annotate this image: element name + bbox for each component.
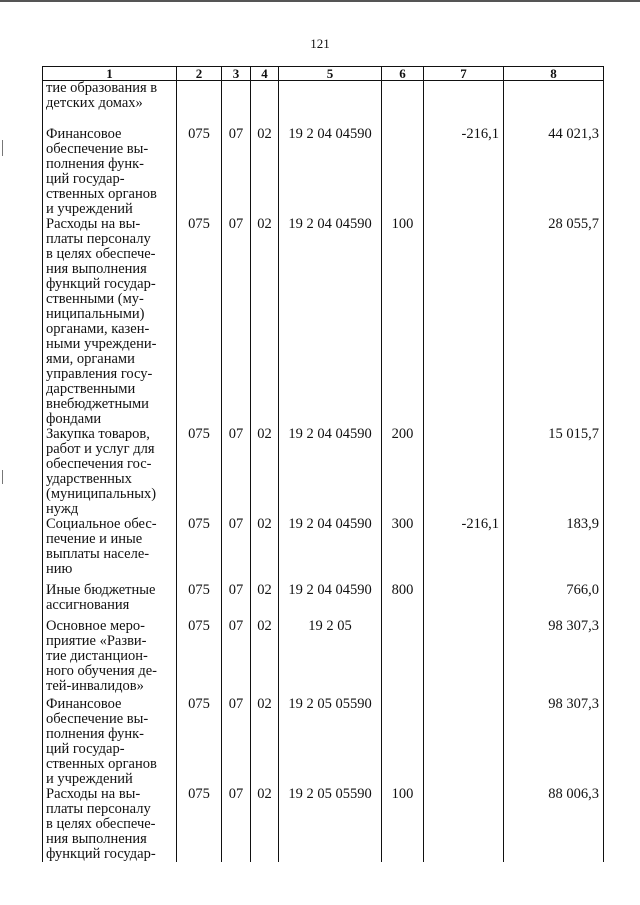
section-code: 07 <box>222 619 251 697</box>
subsection-code: 02 <box>251 427 279 517</box>
amount-total <box>504 81 604 127</box>
column-header: 8 <box>504 67 604 81</box>
ministry-code: 075 <box>177 619 222 697</box>
expense-type-code: 100 <box>382 787 424 862</box>
ministry-code: 075 <box>177 517 222 583</box>
subsection-code: 02 <box>251 127 279 217</box>
scan-margin-mark <box>2 470 3 484</box>
ministry-code: 075 <box>177 697 222 787</box>
section-code: 07 <box>222 427 251 517</box>
row-description: Финансовое обеспечение вы- полнения функ- ций государ- ственных органов и учреждений <box>43 127 177 217</box>
page-number: 121 <box>310 36 330 51</box>
amount-total: 28 055,7 <box>504 217 604 427</box>
target-article-code: 19 2 04 04590 <box>279 583 382 619</box>
subsection-code: 02 <box>251 517 279 583</box>
budget-table <box>42 66 604 862</box>
table-row <box>43 81 604 127</box>
target-article-code <box>279 81 382 127</box>
expense-type-code <box>382 81 424 127</box>
target-article-code: 19 2 05 <box>279 619 382 697</box>
amount-change <box>424 427 504 517</box>
section-code: 07 <box>222 697 251 787</box>
amount-change <box>424 217 504 427</box>
table-row <box>43 583 604 619</box>
ministry-code: 075 <box>177 583 222 619</box>
expense-type-code: 300 <box>382 517 424 583</box>
column-header: 6 <box>382 67 424 81</box>
row-description: Иные бюджетные ассигнования <box>43 583 177 619</box>
expense-type-code: 200 <box>382 427 424 517</box>
table-row <box>43 217 604 427</box>
ministry-code: 075 <box>177 427 222 517</box>
subsection-code: 02 <box>251 583 279 619</box>
amount-total: 766,0 <box>504 583 604 619</box>
section-code: 07 <box>222 787 251 862</box>
table-row <box>43 697 604 787</box>
section-code: 07 <box>222 217 251 427</box>
expense-type-code <box>382 619 424 697</box>
amount-total: 15 015,7 <box>504 427 604 517</box>
table-row <box>43 787 604 862</box>
column-header: 1 <box>43 67 177 81</box>
ministry-code: 075 <box>177 217 222 427</box>
column-header: 3 <box>222 67 251 81</box>
amount-total: 88 006,3 <box>504 787 604 862</box>
row-description: Финансовое обеспечение вы- полнения функ- ций государ- ственных органов и учреждений <box>43 697 177 787</box>
ministry-code <box>177 81 222 127</box>
expense-type-code <box>382 127 424 217</box>
target-article-code: 19 2 04 04590 <box>279 517 382 583</box>
expense-type-code: 800 <box>382 583 424 619</box>
target-article-code: 19 2 05 05590 <box>279 697 382 787</box>
section-code: 07 <box>222 517 251 583</box>
subsection-code: 02 <box>251 217 279 427</box>
amount-total: 98 307,3 <box>504 697 604 787</box>
ministry-code: 075 <box>177 787 222 862</box>
amount-total: 44 021,3 <box>504 127 604 217</box>
amount-change <box>424 81 504 127</box>
row-description: Расходы на вы- платы персоналу в целях обеспече- ния выполнения функций государ- <box>43 787 177 862</box>
amount-change: -216,1 <box>424 127 504 217</box>
amount-change <box>424 619 504 697</box>
amount-change: -216,1 <box>424 517 504 583</box>
table-row <box>43 517 604 583</box>
section-code: 07 <box>222 583 251 619</box>
section-code: 07 <box>222 127 251 217</box>
section-code <box>222 81 251 127</box>
scan-margin-mark <box>2 140 3 156</box>
subsection-code: 02 <box>251 619 279 697</box>
column-header: 2 <box>177 67 222 81</box>
column-header: 5 <box>279 67 382 81</box>
amount-change <box>424 583 504 619</box>
scan-top-border <box>0 0 640 2</box>
table-row <box>43 127 604 217</box>
table-row <box>43 427 604 517</box>
amount-total: 98 307,3 <box>504 619 604 697</box>
amount-total: 183,9 <box>504 517 604 583</box>
amount-change <box>424 697 504 787</box>
amount-change <box>424 787 504 862</box>
column-header: 7 <box>424 67 504 81</box>
target-article-code: 19 2 05 05590 <box>279 787 382 862</box>
expense-type-code: 100 <box>382 217 424 427</box>
row-description: Основное меро- приятие «Разви- тие дистанцион- ного обучения де- тей-инвалидов» <box>43 619 177 697</box>
table-header <box>43 67 604 81</box>
subsection-code: 02 <box>251 697 279 787</box>
row-description: Закупка товаров, работ и услуг для обеспечения гос- ударственных (муниципальных) нужд <box>43 427 177 517</box>
target-article-code: 19 2 04 04590 <box>279 427 382 517</box>
row-description: тие образования в детских домах» <box>43 81 177 127</box>
target-article-code: 19 2 04 04590 <box>279 217 382 427</box>
subsection-code <box>251 81 279 127</box>
row-description: Расходы на вы- платы персоналу в целях обеспече- ния выполнения функций государ- ственными (му- ниципальными) органами, казен- ными учреждени- ями, органами управления госу- дарственными внебюджетными фондами <box>43 217 177 427</box>
table-row <box>43 619 604 697</box>
ministry-code: 075 <box>177 127 222 217</box>
column-header: 4 <box>251 67 279 81</box>
expense-type-code <box>382 697 424 787</box>
target-article-code: 19 2 04 04590 <box>279 127 382 217</box>
table-body <box>43 81 604 862</box>
row-description: Социальное обес- печение и иные выплаты населе- нию <box>43 517 177 583</box>
subsection-code: 02 <box>251 787 279 862</box>
